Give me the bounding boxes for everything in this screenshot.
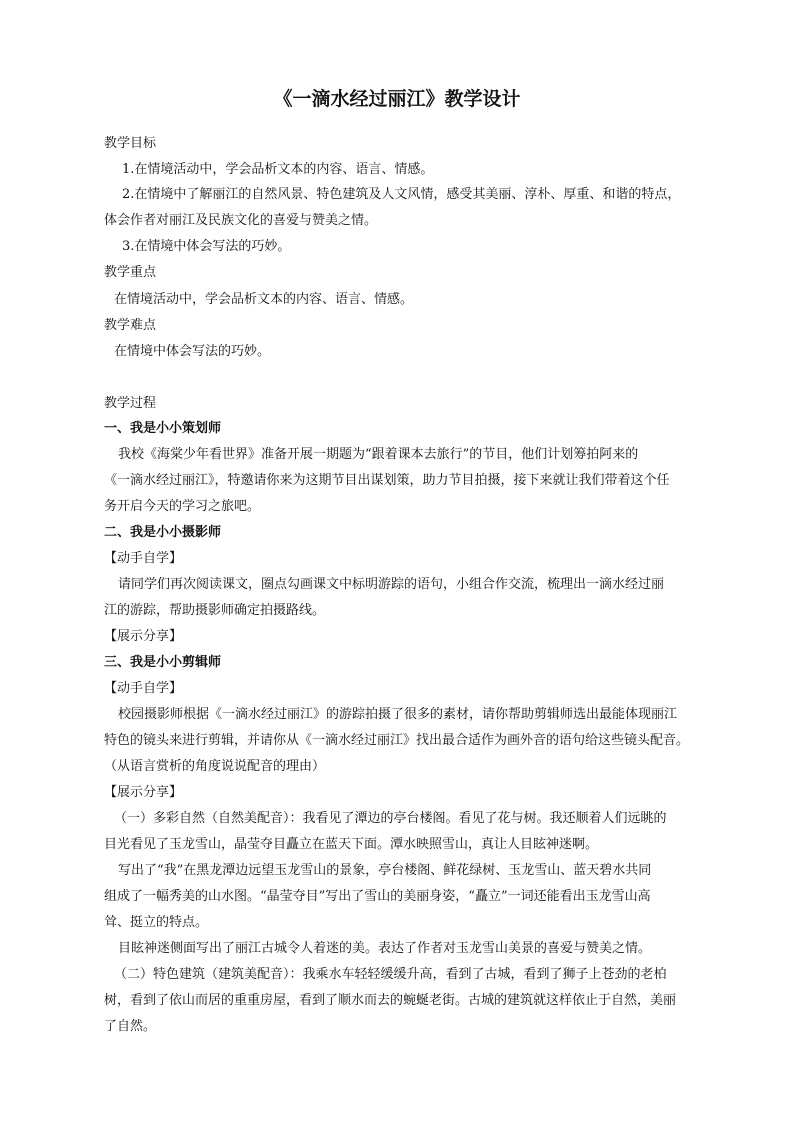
key-point-text: 在情境活动中，学会品析文本的内容、语言、情感。 [114, 292, 414, 307]
architecture-paragraph-line-2: 树，看到了依山而居的重重房屋，看到了顺水而去的蜿蜒老街。古城的建筑就这样依止于自然，美丽 [104, 993, 677, 1008]
section-2-share-tag: 【展示分享】 [104, 629, 183, 644]
section-1-heading: 一、我是小小策划师 [104, 421, 222, 436]
objective-item-3: 3.在情境中体会写法的巧妙。 [122, 239, 291, 254]
objective-item-1: 1.在情境活动中，学会品析文本的内容、语言、情感。 [122, 162, 434, 177]
analysis-line-4: 目眩神迷侧面写出了丽江古城令人着迷的美。表达了作者对玉龙雪山美景的喜爱与赞美之情。 [118, 941, 652, 956]
section-1-paragraph-line-3: 务开启今天的学习之旅吧。 [104, 499, 261, 514]
section-3-paragraph-note: （从语言赏析的角度说说配音的理由） [104, 759, 326, 774]
section-3-heading: 三、我是小小剪辑师 [104, 655, 222, 670]
process-heading: 教学过程 [104, 396, 157, 411]
objectives-heading: 教学目标 [104, 136, 157, 151]
section-1-paragraph-line-2: 《一滴水经过丽江》，特邀请你来为这期节目出谋划策，助力节目拍摄，接下来就让我们带着这个任 [104, 473, 670, 488]
nature-paragraph-line-2: 目光看见了玉龙雪山，晶莹夺目矗立在蓝天下面。潭水映照雪山，真让人目眩神迷啊。 [104, 837, 599, 852]
analysis-line-2: 组成了一幅秀美的山水图。“晶莹夺目”写出了雪山的美丽身姿，“矗立”一词还能看出玉龙雪山高 [104, 889, 651, 904]
section-2-self-study-tag: 【动手自学】 [104, 551, 183, 566]
key-point-heading: 教学重点 [104, 265, 157, 280]
section-2-heading: 二、我是小小摄影师 [104, 525, 222, 540]
section-3-paragraph-line-1: 校园摄影师根据《一滴水经过丽江》的游踪拍摄了很多的素材，请你帮助剪辑师选出最能体现丽江 [118, 707, 678, 722]
document-title: 《一滴水经过丽江》教学设计 [273, 88, 521, 110]
difficulty-heading: 教学难点 [104, 318, 157, 333]
nature-paragraph-line-1: （一）多彩自然（自然美配音）：我看见了潭边的亭台楼阁。看见了花与树。我还顺着人们远眺的 [114, 811, 667, 826]
difficulty-text: 在情境中体会写法的巧妙。 [114, 344, 271, 359]
objective-item-2-line-2: 体会作者对丽江及民族文化的喜爱与赞美之情。 [104, 213, 378, 228]
analysis-line-1: 写出了“我”在黑龙潭边远望玉龙雪山的景象，亭台楼阁、鲜花绿树、玉龙雪山、蓝天碧水共同 [118, 863, 652, 878]
architecture-paragraph-line-3: 了自然。 [104, 1019, 157, 1034]
section-3-paragraph-line-2: 特色的镜头来进行剪辑，并请你从《一滴水经过丽江》找出最合适作为画外音的语句给这些镜头配音。 [104, 733, 690, 748]
section-3-self-study-tag: 【动手自学】 [104, 681, 183, 696]
objective-item-2-line-1: 2.在情境中了解丽江的自然风景、特色建筑及人文风情，感受其美丽、淳朴、厚重、和谐的特点， [122, 187, 681, 202]
section-3-share-tag: 【展示分享】 [104, 785, 183, 800]
analysis-line-3: 耸、挺立的特点。 [104, 915, 209, 930]
architecture-paragraph-line-1: （二）特色建筑（建筑美配音）：我乘水车轻轻缓缓升高，看到了古城，看到了狮子上苍劲的老柏 [114, 967, 667, 982]
section-2-paragraph-line-2: 江的游踪，帮助摄影师确定拍摄路线。 [104, 603, 326, 618]
section-2-paragraph-line-1: 请同学们再次阅读课文，圈点勾画课文中标明游踪的语句，小组合作交流，梳理出一滴水经过丽 [118, 577, 665, 592]
section-1-paragraph-line-1: 我校《海棠少年看世界》准备开展一期题为“跟着课本去旅行”的节目，他们计划筹拍阿来的 [118, 447, 639, 462]
